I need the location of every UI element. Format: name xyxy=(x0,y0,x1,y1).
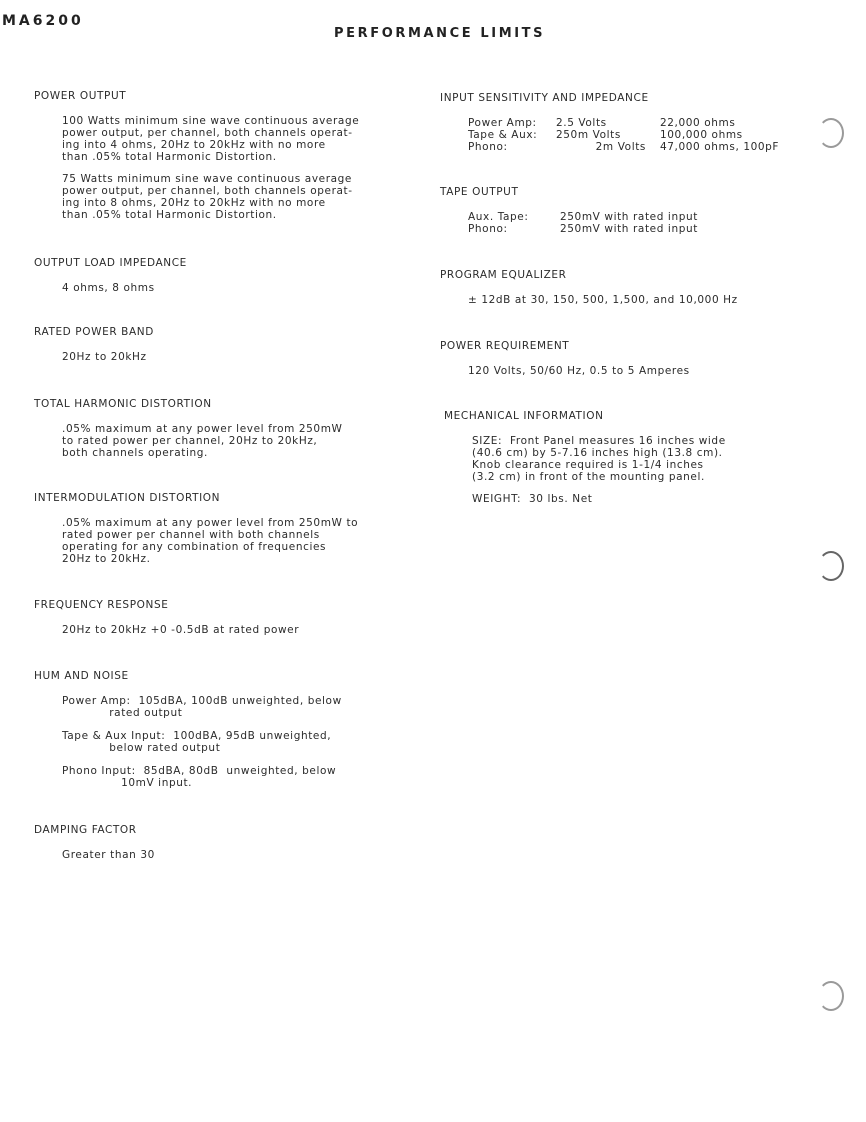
tape-output-table xyxy=(468,211,698,235)
input-impedance: 22,000 ohms xyxy=(660,117,736,129)
tape-output-value: 250mV with rated input xyxy=(560,211,698,223)
table-row xyxy=(468,211,698,223)
punch-hole xyxy=(818,551,844,581)
input-label: Power Amp: xyxy=(468,117,537,129)
input-sensitivity-section xyxy=(440,92,779,153)
frequency-response-section xyxy=(34,599,299,636)
input-label: Tape & Aux: xyxy=(468,129,538,141)
tape-output-section xyxy=(440,186,698,235)
table-row xyxy=(468,129,779,141)
power-requirement-section xyxy=(440,340,690,377)
input-sensitivity-table xyxy=(468,117,779,153)
table-row xyxy=(468,117,779,129)
damping-text: Greater than 30 xyxy=(62,849,155,861)
equalizer-heading: PROGRAM EQUALIZER xyxy=(440,269,567,281)
mechanical-heading: MECHANICAL INFORMATION xyxy=(444,410,604,422)
rated-band-section xyxy=(34,326,154,363)
hum-power-amp-text: Power Amp: 105dBA, 100dB unweighted, below rated output xyxy=(62,695,342,719)
hum-tape-aux-text: Tape & Aux Input: 100dBA, 95dB unweighted, below rated output xyxy=(62,730,332,754)
input-label: Phono: xyxy=(468,141,508,153)
power-output-8ohm-text: 75 Watts minimum sine wave continuous average power output, per channel, both channels operat- ing into 8 ohms, 20Hz to 20kHz with no more than .05% total Harmonic Distortion. xyxy=(62,173,353,221)
power-requirement-text: 120 Volts, 50/60 Hz, 0.5 to 5 Amperes xyxy=(468,365,690,377)
input-level: 2m Volts xyxy=(595,141,646,153)
load-impedance-text: 4 ohms, 8 ohms xyxy=(62,282,155,294)
table-row xyxy=(468,223,698,235)
model-number: MA6200 xyxy=(2,13,84,29)
punch-hole xyxy=(818,118,844,148)
input-level: 250m Volts xyxy=(556,129,621,141)
table-row xyxy=(468,141,779,153)
damping-section xyxy=(34,824,155,861)
load-impedance-section xyxy=(34,257,187,294)
tape-output-label: Phono: xyxy=(468,223,508,235)
page-title: PERFORMANCE LIMITS xyxy=(334,26,546,41)
mechanical-weight-text: WEIGHT: 30 lbs. Net xyxy=(472,493,593,505)
power-output-4ohm-text: 100 Watts minimum sine wave continuous average power output, per channel, both channels operat- ing into 4 ohms, 20Hz to 20kHz with no more than .05% total Harmonic Distortion. xyxy=(62,115,360,163)
input-level: 2.5 Volts xyxy=(556,117,607,129)
load-impedance-heading: OUTPUT LOAD IMPEDANCE xyxy=(34,257,187,269)
imd-heading: INTERMODULATION DISTORTION xyxy=(34,492,221,504)
input-impedance: 47,000 ohms, 100pF xyxy=(660,141,780,153)
frequency-response-text: 20Hz to 20kHz +0 -0.5dB at rated power xyxy=(62,624,300,636)
input-impedance: 100,000 ohms xyxy=(660,129,743,141)
equalizer-text: ± 12dB at 30, 150, 500, 1,500, and 10,000 Hz xyxy=(468,294,738,306)
thd-section xyxy=(34,398,343,459)
tape-output-label: Aux. Tape: xyxy=(468,211,529,223)
hum-noise-heading: HUM AND NOISE xyxy=(34,670,129,682)
hum-phono-text: Phono Input: 85dBA, 80dB unweighted, below 10mV input. xyxy=(62,765,337,789)
power-output-section xyxy=(34,90,359,221)
rated-band-text: 20Hz to 20kHz xyxy=(62,351,147,363)
punch-hole xyxy=(818,981,844,1011)
rated-band-heading: RATED POWER BAND xyxy=(34,326,154,338)
imd-text: .05% maximum at any power level from 250mW to rated power per channel with both channels operating for any combination of frequencies 20Hz to 20kHz. xyxy=(62,517,359,565)
frequency-response-heading: FREQUENCY RESPONSE xyxy=(34,599,169,611)
tape-output-value: 250mV with rated input xyxy=(560,223,698,235)
mechanical-section xyxy=(444,410,726,505)
equalizer-section xyxy=(440,269,738,306)
thd-text: .05% maximum at any power level from 250mW to rated power per channel, 20Hz to 20kHz, both channels operating. xyxy=(62,423,343,459)
imd-section xyxy=(34,492,358,565)
thd-heading: TOTAL HARMONIC DISTORTION xyxy=(34,398,212,410)
mechanical-size-text: SIZE: Front Panel measures 16 inches wide (40.6 cm) by 5-7.16 inches high (13.8 cm). Knob clearance required is 1-1/4 inches (3.2 cm) in front of the mounting panel. xyxy=(472,435,726,483)
damping-heading: DAMPING FACTOR xyxy=(34,824,137,836)
input-sensitivity-heading: INPUT SENSITIVITY AND IMPEDANCE xyxy=(440,92,649,104)
hum-noise-section xyxy=(34,670,342,789)
tape-output-heading: TAPE OUTPUT xyxy=(440,186,519,198)
power-output-heading: POWER OUTPUT xyxy=(34,90,127,102)
power-requirement-heading: POWER REQUIREMENT xyxy=(440,340,570,352)
